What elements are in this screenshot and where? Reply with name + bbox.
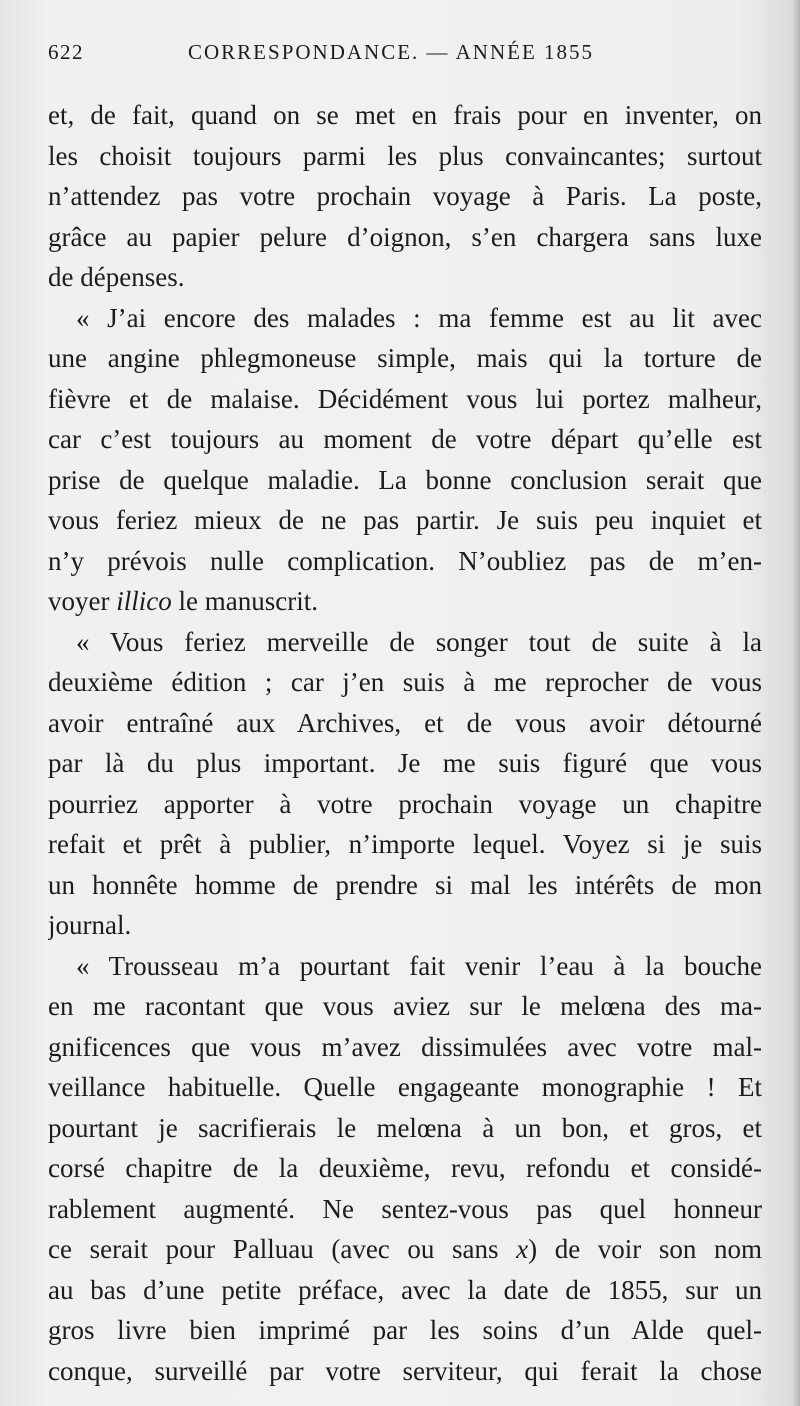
text-line: pourtant je sacrifierais le melœna à un bon, et gros, et (48, 1112, 762, 1143)
page-edge-shadow (792, 0, 800, 1406)
text-line: veillance habituelle. Quelle engageante monographie ! Et (48, 1072, 762, 1102)
text-line: n’attendez pas votre prochain voyage à Paris. La poste, (48, 181, 762, 211)
text-segment: le manuscrit. (171, 586, 318, 616)
text-line: corsé chapitre de la deuxième, revu, refondu et considé- (48, 1153, 762, 1183)
text-line: « J’ai encore des malades : ma femme est au lit avec (76, 302, 762, 333)
text-line: en me racontant que vous aviez sur le melœna des ma- (48, 991, 762, 1021)
text-line: prise de quelque maladie. La bonne conclusion serait que (48, 464, 762, 495)
text-line (48, 585, 762, 626)
text-line: journal. (48, 910, 132, 940)
italic-word: x (516, 1234, 529, 1264)
text-line: deuxième édition ; car j’en suis à me reprocher de vous (48, 667, 762, 697)
text-line: rablement augmenté. Ne sentez-vous pas quel honneur (48, 1193, 762, 1224)
text-line: car c’est toujours au moment de votre départ qu’elle est (48, 424, 762, 454)
text-line: « Vous feriez merveille de songer tout de suite à la (76, 626, 762, 657)
text-line (48, 1233, 762, 1274)
body-text (48, 99, 762, 1395)
text-segment: voyer (48, 586, 117, 616)
text-line: conque, surveillé par votre serviteur, qui ferait la chose (48, 1355, 762, 1386)
text-line: par là du plus important. Je me suis figuré que vous (48, 748, 762, 778)
text-line: de dépenses. (48, 262, 185, 292)
text-line: pourriez apporter à votre prochain voyage un chapitre (48, 788, 762, 819)
text-line: gros livre bien imprimé par les soins d’un Alde quel- (48, 1315, 762, 1345)
text-line: gnificences que vous m’avez dissimulées avec votre mal- (48, 1031, 762, 1062)
text-line: n’y prévois nulle complication. N’oubliez pas de m’en- (48, 545, 762, 576)
page-number: 622 (48, 40, 84, 64)
text-segment: ce serait pour Palluau (avec ou sans (48, 1234, 517, 1264)
italic-word: illico (116, 586, 172, 616)
text-line: un honnête homme de prendre si mal les intérêts de mon (48, 869, 762, 900)
running-head-title: CORRESPONDANCE. — ANNÉE 1855 (188, 40, 595, 64)
text-line: avoir entraîné aux Archives, et de vous avoir détourné (48, 707, 762, 738)
text-line: grâce au papier pelure d’oignon, s’en chargera sans luxe (48, 221, 762, 252)
text-line: fièvre et de malaise. Décidément vous lui portez malheur, (48, 383, 762, 414)
text-segment: ) de voir son nom (528, 1234, 762, 1264)
text-line: refait et prêt à publier, n’importe lequel. Voyez si je suis (48, 829, 762, 859)
text-line: les choisit toujours parmi les plus convaincantes; surtout (48, 140, 762, 171)
text-line: une angine phlegmoneuse simple, mais qui la torture de (48, 343, 762, 373)
text-line: et, de fait, quand on se met en frais pour en inventer, on (48, 100, 762, 130)
text-line: vous feriez mieux de ne pas partir. Je suis peu inquiet et (48, 505, 762, 535)
running-head (48, 40, 762, 74)
text-line: « Trousseau m’a pourtant fait venir l’eau à la bouche (76, 950, 762, 981)
text-line: au bas d’une petite préface, avec la date de 1855, sur un (48, 1274, 762, 1305)
